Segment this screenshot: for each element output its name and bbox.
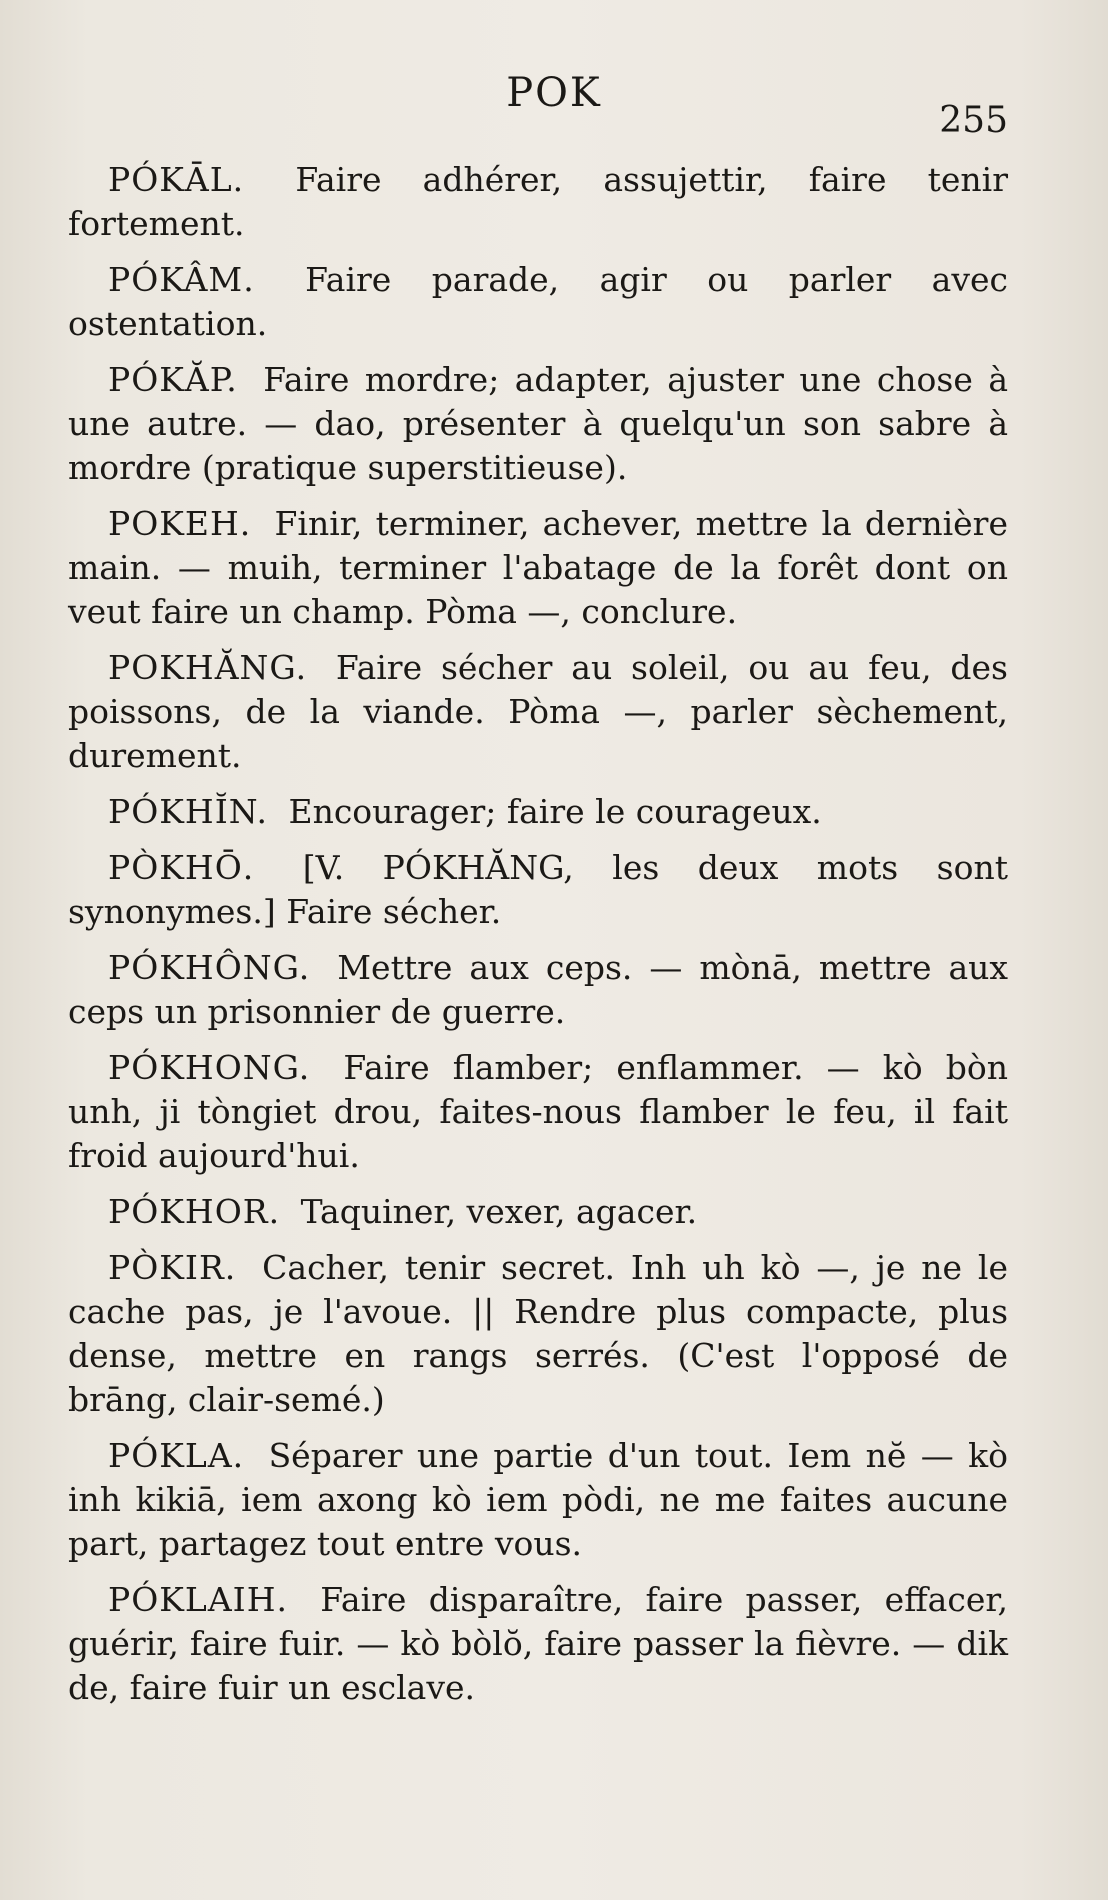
running-head: POK: [506, 70, 602, 116]
entry-headword: PÒKIR.: [108, 1248, 237, 1287]
dictionary-entry: [68, 790, 1008, 834]
entry-headword: PÓKĀL.: [108, 160, 245, 199]
dictionary-entries: [68, 158, 1008, 1722]
entry-headword: PÓKLA.: [108, 1436, 245, 1475]
entry-definition: [V. PÓKHĂNG, les deux mots sont synonymes.] Faire sécher.: [68, 848, 1008, 931]
entry-headword: POKEH.: [108, 504, 252, 543]
entry-headword: PÓKHONG.: [108, 1048, 311, 1087]
entry-definition: Faire adhérer, assujettir, faire tenir fortement.: [68, 160, 1008, 243]
entry-definition: Faire disparaître, faire passer, effacer, guérir, faire fuir. — kò bòlŏ, faire passer la fièvre. — dik de, faire fuir un esclave.: [68, 1580, 1008, 1707]
entry-definition: Mettre aux ceps. — mònā, mettre aux ceps un prisonnier de guerre.: [68, 948, 1008, 1031]
entry-headword: PÓKHOR.: [108, 1192, 281, 1231]
entry-headword: PÓKHĬN.: [108, 792, 268, 831]
entry-definition: Faire flamber; enflammer. — kò bòn unh, ji tòngiet drou, faites-nous flamber le feu, il fait froid aujourd'hui.: [68, 1048, 1008, 1175]
entry-definition: Faire mordre; adapter, ajuster une chose à une autre. — dao, présenter à quelqu'un son sabre à mordre (pratique superstitieuse).: [68, 360, 1008, 487]
entry-headword: PÓKÂM.: [108, 260, 255, 299]
entry-headword: POKHĂNG.: [108, 648, 308, 687]
dictionary-entry: [68, 158, 1008, 246]
entry-definition: Séparer une partie d'un tout. Iem nĕ — kò inh kikiā, iem axong kò iem pòdi, ne me faites aucune part, partagez tout entre vous.: [68, 1436, 1008, 1563]
entry-definition: Finir, terminer, achever, mettre la dernière main. — muih, terminer l'abatage de la forêt dont on veut faire un champ. Pòma —, conclure.: [68, 504, 1008, 631]
entry-headword: PÓKLAIH.: [108, 1580, 288, 1619]
dictionary-entry: [68, 1046, 1008, 1178]
entry-headword: PÓKĂP.: [108, 360, 238, 399]
dictionary-entry: [68, 1190, 1008, 1234]
entry-definition: Cacher, tenir secret. Inh uh kò —, je ne le cache pas, je l'avoue. || Rendre plus compacte, plus dense, mettre en rangs serrés. (C'est l'opposé de brāng, clair-semé.): [68, 1248, 1009, 1419]
dictionary-entry: [68, 1578, 1008, 1710]
dictionary-entry: [68, 946, 1008, 1034]
entry-definition: Faire parade, agir ou parler avec ostentation.: [68, 260, 1008, 343]
dictionary-entry: [68, 1434, 1008, 1566]
dictionary-entry: [68, 258, 1008, 346]
entry-headword: PÒKHŌ.: [108, 848, 255, 887]
entry-definition: Taquiner, vexer, agacer.: [300, 1192, 698, 1231]
entry-headword: PÓKHÔNG.: [108, 948, 311, 987]
page-number: 255: [939, 100, 1008, 141]
entry-definition: Faire sécher au soleil, ou au feu, des poissons, de la viande. Pòma —, parler sèchement, durement.: [68, 648, 1008, 775]
dictionary-entry: [68, 646, 1008, 778]
dictionary-entry: [68, 358, 1008, 490]
dictionary-entry: [68, 1246, 1008, 1422]
dictionary-entry: [68, 846, 1008, 934]
dictionary-entry: [68, 502, 1008, 634]
entry-definition: Encourager; faire le courageux.: [288, 792, 822, 831]
